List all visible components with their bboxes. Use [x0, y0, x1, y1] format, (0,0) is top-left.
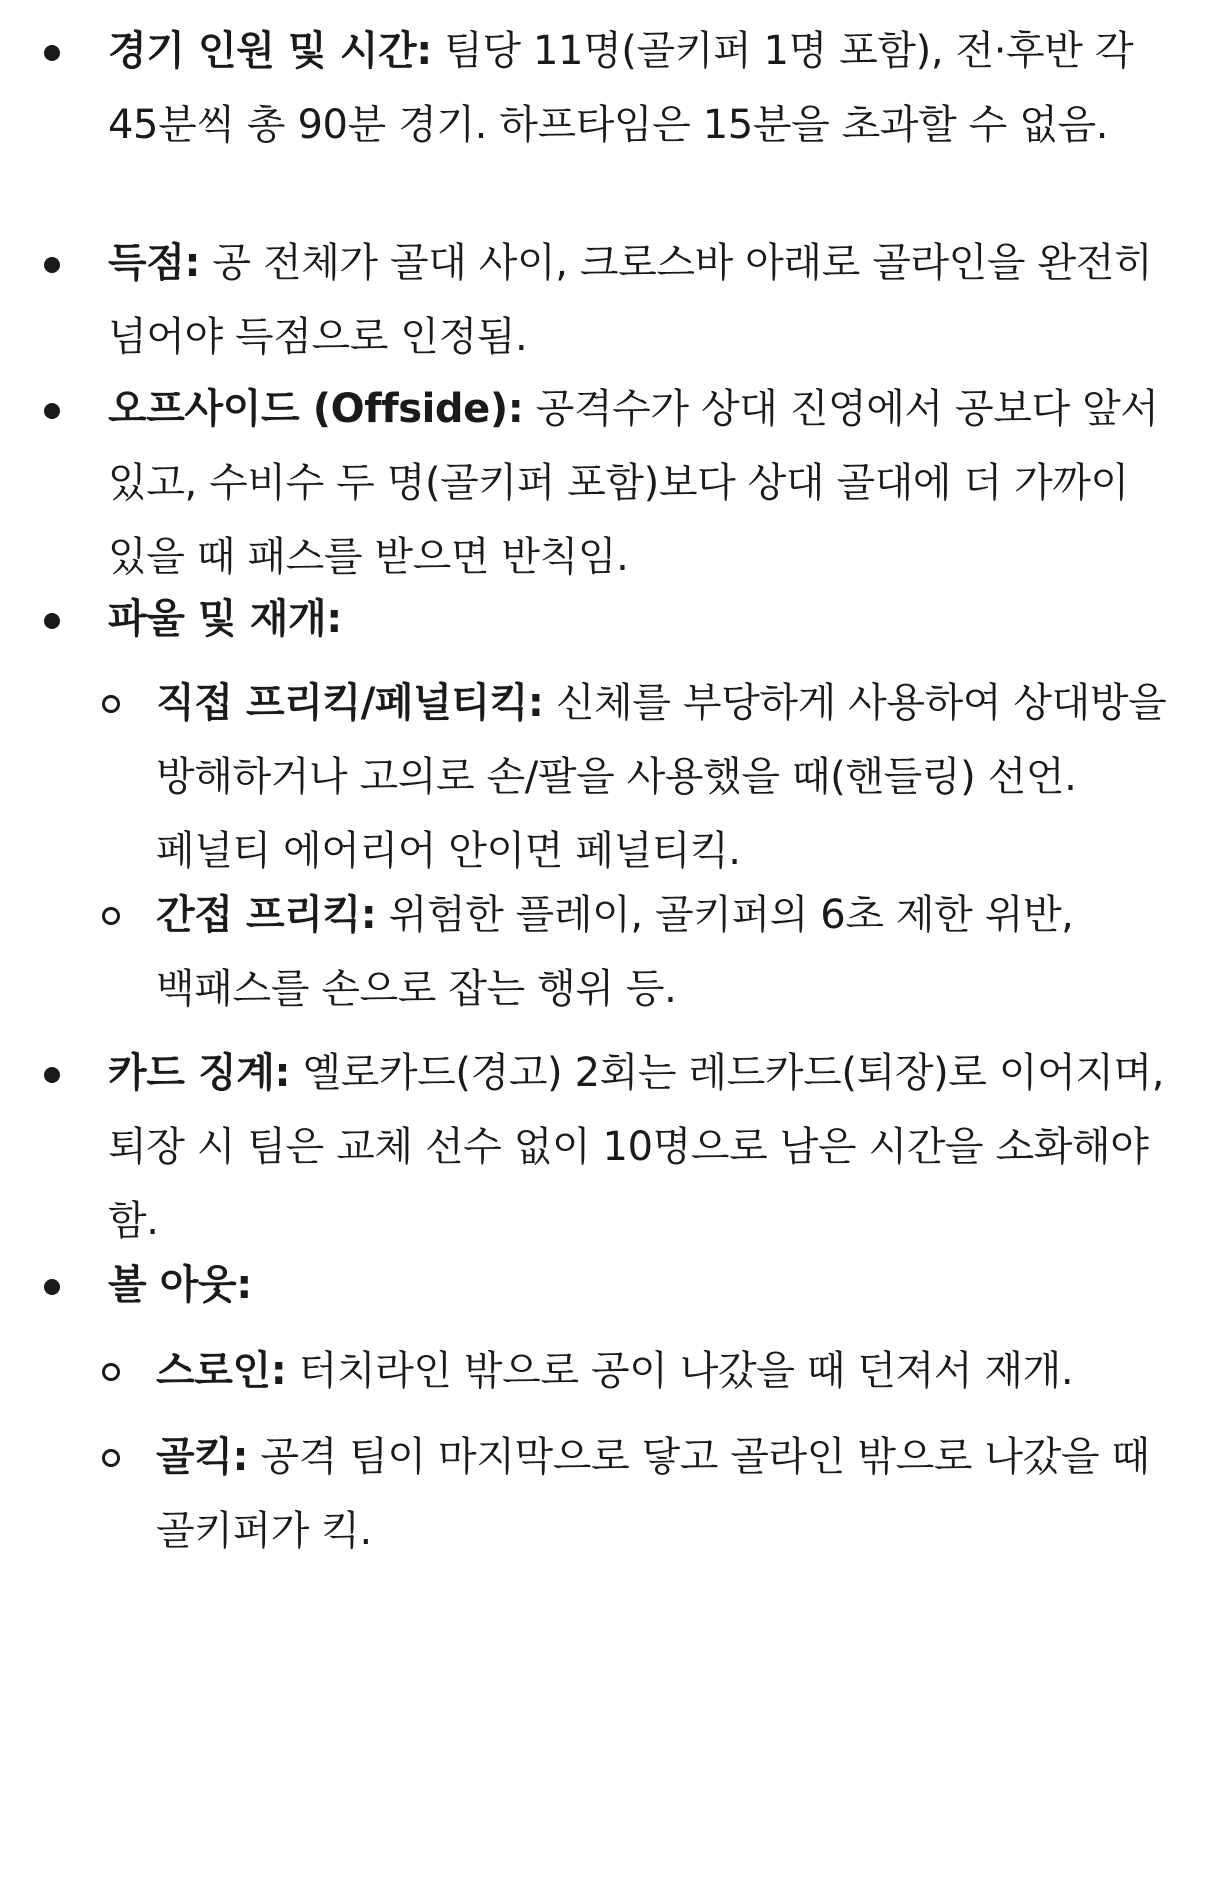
list-item-text — [108, 1036, 1168, 1258]
list-item-label: 파울 및 재개: — [108, 596, 342, 642]
bullet-disc-icon — [44, 1067, 60, 1083]
sublist-item-text — [156, 1420, 1168, 1568]
bullet-circle-icon — [102, 907, 120, 925]
sublist-item-label: 직접 프리킥/페널티킥: — [156, 680, 544, 726]
bullet-circle-icon — [102, 695, 120, 713]
sublist-item-text — [156, 1334, 1168, 1408]
list-item-label: 볼 아웃: — [108, 1262, 252, 1308]
list-item-label: 카드 징계: — [108, 1050, 291, 1096]
list-item-label: 득점: — [108, 240, 201, 286]
sublist-item-body: 신체를 부당하게 사용하여 상대방을 방해하거나 고의로 손/팔을 사용했을 때(핸들링) 선언. 페널티 에어리어 안이면 페널티킥. — [156, 680, 1167, 874]
sublist-item-label: 스로인: — [156, 1348, 287, 1394]
sublist-item-text — [156, 878, 1168, 1026]
list-item-text — [108, 372, 1168, 594]
sublist-item-body: 위험한 플레이, 골키퍼의 6초 제한 위반, 백패스를 손으로 잡는 행위 등. — [156, 892, 1074, 1012]
bullet-circle-icon — [102, 1449, 120, 1467]
sublist-item-text — [156, 666, 1168, 888]
sublist-item-label: 골킥: — [156, 1434, 249, 1480]
list-item-text — [108, 226, 1168, 374]
sublist-item-body: 공격 팀이 마지막으로 닿고 골라인 밖으로 나갔을 때 골키퍼가 킥. — [156, 1434, 1150, 1554]
list-item-text — [108, 14, 1168, 162]
bullet-disc-icon — [44, 403, 60, 419]
list-item-text — [108, 582, 1168, 656]
list-item-text — [108, 1248, 1168, 1322]
list-item-label: 오프사이드 (Offside): — [108, 386, 524, 432]
list-item-body: 팀당 11명(골키퍼 1명 포함), 전·후반 각 45분씩 총 90분 경기. 하프타임은 15분을 초과할 수 없음. — [108, 28, 1134, 148]
list-item-body: 공 전체가 골대 사이, 크로스바 아래로 골라인을 완전히 넘어야 득점으로 인정됨. — [108, 240, 1153, 360]
bullet-disc-icon — [44, 613, 60, 629]
sublist-item-body: 터치라인 밖으로 공이 나갔을 때 던져서 재개. — [286, 1348, 1074, 1394]
bullet-disc-icon — [44, 257, 60, 273]
list-item-label: 경기 인원 및 시간: — [108, 28, 432, 74]
sublist-item-label: 간접 프리킥: — [156, 892, 377, 938]
bullet-disc-icon — [44, 1279, 60, 1295]
list-item-body: 옐로카드(경고) 2회는 레드카드(퇴장)로 이어지며, 퇴장 시 팀은 교체 선수 없이 10명으로 남은 시간을 소화해야 함. — [108, 1050, 1165, 1244]
bullet-circle-icon — [102, 1363, 120, 1381]
bullet-disc-icon — [44, 45, 60, 61]
list-item-body: 공격수가 상대 진영에서 공보다 앞서 있고, 수비수 두 명(골키퍼 포함)보다 상대 골대에 더 가까이 있을 때 패스를 받으면 반칙임. — [108, 386, 1159, 580]
